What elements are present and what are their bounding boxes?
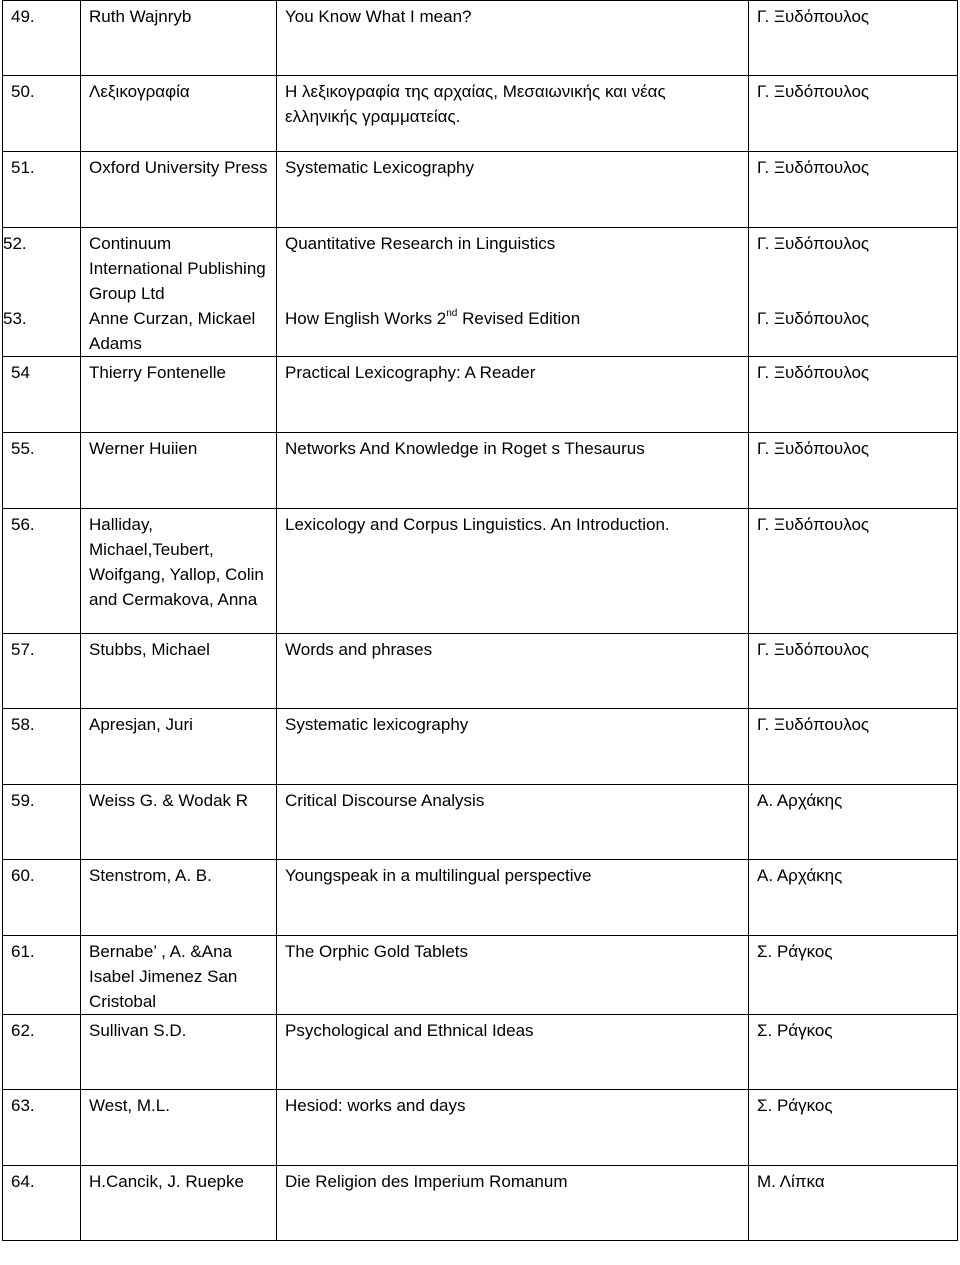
row-title: The Orphic Gold Tablets (277, 936, 749, 1015)
row-number: 56. (3, 509, 81, 634)
row-author: Ruth Wajnryb (81, 1, 277, 76)
row-number: 51. (3, 152, 81, 228)
table-row (3, 860, 958, 936)
table-row (3, 1166, 958, 1241)
row-author: Weiss G. & Wodak R (81, 785, 277, 860)
table-row (3, 1015, 958, 1090)
row-responsible: Γ. Ξυδόπουλος (749, 509, 958, 634)
row-number: 54 (3, 357, 81, 433)
table-row (3, 709, 958, 785)
row-responsible: Γ. Ξυδόπουλος Γ. Ξυδόπουλος (749, 228, 958, 357)
row-title: Η λεξικογραφία της αρχαίας, Μεσαιωνικής και νέας ελληνικής γραμματείας. (277, 76, 749, 152)
row-author: Bernabe’ , A. &Ana Isabel Jimenez San Cristobal (81, 936, 277, 1015)
row-title: You Know What I mean? (277, 1, 749, 76)
table-row (3, 228, 958, 357)
table-row (3, 509, 958, 634)
row-responsible: Σ. Ράγκος (749, 1090, 958, 1166)
row-number: 58. (3, 709, 81, 785)
row-responsible: Μ. Λίπκα (749, 1166, 958, 1241)
row-responsible: Γ. Ξυδόπουλος (749, 1, 958, 76)
row-author: Continuum International Publishing Group Ltd Anne Curzan, Mickael Adams (81, 228, 277, 357)
row-title: Youngspeak in a multilingual perspective (277, 860, 749, 936)
row-title: Systematic lexicography (277, 709, 749, 785)
table-row (3, 357, 958, 433)
row-title: Words and phrases (277, 634, 749, 709)
row-number: 57. (3, 634, 81, 709)
row-title: Psychological and Ethnical Ideas (277, 1015, 749, 1090)
row-title: Quantitative Research in Linguistics How English Works 2nd Revised Edition (277, 228, 749, 357)
row-responsible: Γ. Ξυδόπουλος (749, 433, 958, 509)
row-number: 63. (3, 1090, 81, 1166)
table-row (3, 1090, 958, 1166)
row-author: Stubbs, Michael (81, 634, 277, 709)
row-author: Apresjan, Juri (81, 709, 277, 785)
row-responsible: Γ. Ξυδόπουλος (749, 76, 958, 152)
row-responsible: Α. Αρχάκης (749, 785, 958, 860)
row-author: Halliday, Michael,Teubert, Woifgang, Yallop, Colin and Cermakova, Anna (81, 509, 277, 634)
row-author: H.Cancik, J. Ruepke (81, 1166, 277, 1241)
table-row (3, 76, 958, 152)
row-responsible: Σ. Ράγκος (749, 1015, 958, 1090)
row-author: Werner Huiien (81, 433, 277, 509)
row-title: Critical Discourse Analysis (277, 785, 749, 860)
row-title: Practical Lexicography: A Reader (277, 357, 749, 433)
table-row (3, 152, 958, 228)
row-author: Thierry Fontenelle (81, 357, 277, 433)
row-number: 61. (3, 936, 81, 1015)
table-row (3, 634, 958, 709)
row-responsible: Γ. Ξυδόπουλος (749, 152, 958, 228)
row-number: 55. (3, 433, 81, 509)
row-responsible: Γ. Ξυδόπουλος (749, 357, 958, 433)
row-author: Sullivan S.D. (81, 1015, 277, 1090)
row-author: Oxford University Press (81, 152, 277, 228)
row-responsible: Γ. Ξυδόπουλος (749, 709, 958, 785)
table-row (3, 936, 958, 1015)
row-number: 52. 53. (3, 228, 81, 357)
row-title: Systematic Lexicography (277, 152, 749, 228)
row-author: Λεξικογραφία (81, 76, 277, 152)
row-number: 60. (3, 860, 81, 936)
row-title: Die Religion des Imperium Romanum (277, 1166, 749, 1241)
table-row (3, 785, 958, 860)
row-number: 62. (3, 1015, 81, 1090)
row-title: Lexicology and Corpus Linguistics. An Introduction. (277, 509, 749, 634)
row-number: 59. (3, 785, 81, 860)
row-author: West, M.L. (81, 1090, 277, 1166)
row-responsible: Σ. Ράγκος (749, 936, 958, 1015)
row-number: 49. (3, 1, 81, 76)
row-title: Hesiod: works and days (277, 1090, 749, 1166)
table-row (3, 433, 958, 509)
row-title: Networks And Knowledge in Roget s Thesaurus (277, 433, 749, 509)
table-row (3, 1, 958, 76)
row-number: 64. (3, 1166, 81, 1241)
row-number: 50. (3, 76, 81, 152)
row-responsible: Α. Αρχάκης (749, 860, 958, 936)
row-responsible: Γ. Ξυδόπουλος (749, 634, 958, 709)
row-author: Stenstrom, A. B. (81, 860, 277, 936)
book-list-table (2, 0, 958, 1241)
